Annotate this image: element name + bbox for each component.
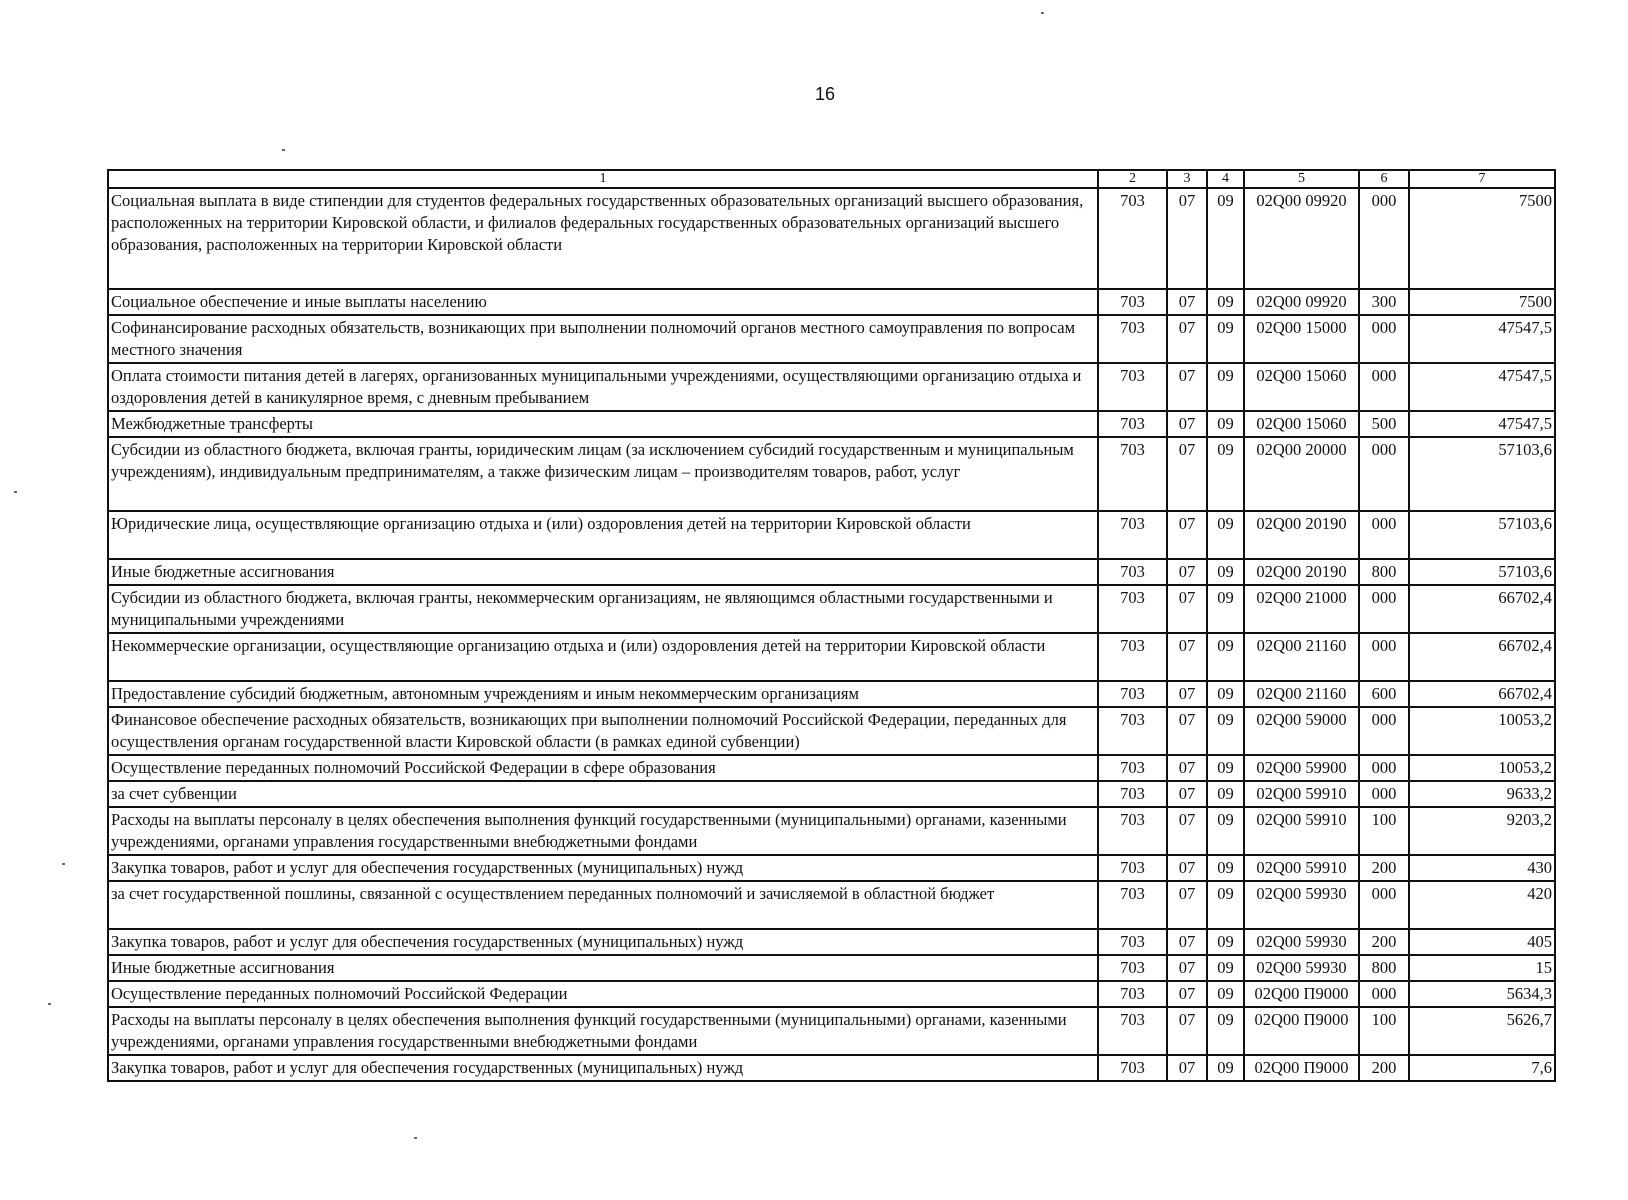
cell-target-article: 02Q00 20000 <box>1244 437 1359 511</box>
cell-target-article: 02Q00 59930 <box>1244 929 1359 955</box>
table-row <box>108 881 1555 929</box>
cell-admin-code: 703 <box>1098 807 1167 855</box>
cell-amount: 7,6 <box>1409 1055 1555 1081</box>
table-row <box>108 855 1555 881</box>
cell-admin-code: 703 <box>1098 681 1167 707</box>
cell-section: 07 <box>1167 1007 1207 1055</box>
header-col-2: 2 <box>1098 170 1167 188</box>
cell-subsection: 09 <box>1207 681 1244 707</box>
cell-target-article: 02Q00 21000 <box>1244 585 1359 633</box>
table-row <box>108 981 1555 1007</box>
cell-section: 07 <box>1167 981 1207 1007</box>
cell-amount: 66702,4 <box>1409 585 1555 633</box>
cell-amount: 47547,5 <box>1409 315 1555 363</box>
cell-subsection: 09 <box>1207 437 1244 511</box>
header-col-5: 5 <box>1244 170 1359 188</box>
cell-subsection: 09 <box>1207 363 1244 411</box>
scan-speck <box>48 1003 51 1005</box>
cell-section: 07 <box>1167 929 1207 955</box>
cell-section: 07 <box>1167 955 1207 981</box>
cell-expense-type: 000 <box>1359 881 1409 929</box>
cell-target-article: 02Q00 20190 <box>1244 511 1359 559</box>
cell-admin-code: 703 <box>1098 363 1167 411</box>
header-col-6: 6 <box>1359 170 1409 188</box>
cell-target-article: 02Q00 59910 <box>1244 781 1359 807</box>
cell-subsection: 09 <box>1207 929 1244 955</box>
cell-amount: 405 <box>1409 929 1555 955</box>
cell-target-article: 02Q00 21160 <box>1244 633 1359 681</box>
cell-expense-type: 000 <box>1359 633 1409 681</box>
cell-subsection: 09 <box>1207 315 1244 363</box>
cell-admin-code: 703 <box>1098 707 1167 755</box>
cell-amount: 9203,2 <box>1409 807 1555 855</box>
cell-amount: 57103,6 <box>1409 511 1555 559</box>
table-row <box>108 929 1555 955</box>
cell-target-article: 02Q00 59930 <box>1244 955 1359 981</box>
cell-admin-code: 703 <box>1098 981 1167 1007</box>
cell-target-article: 02Q00 15060 <box>1244 411 1359 437</box>
cell-expense-type: 000 <box>1359 755 1409 781</box>
cell-item-name: за счет субвенции <box>108 781 1098 807</box>
cell-section: 07 <box>1167 585 1207 633</box>
cell-amount: 66702,4 <box>1409 633 1555 681</box>
table-row <box>108 559 1555 585</box>
table-row <box>108 1007 1555 1055</box>
cell-item-name: Иные бюджетные ассигнования <box>108 559 1098 585</box>
cell-target-article: 02Q00 59900 <box>1244 755 1359 781</box>
cell-expense-type: 200 <box>1359 1055 1409 1081</box>
cell-expense-type: 100 <box>1359 1007 1409 1055</box>
cell-item-name: Закупка товаров, работ и услуг для обеспечения государственных (муниципальных) нужд <box>108 929 1098 955</box>
table-row <box>108 437 1555 511</box>
cell-item-name: Оплата стоимости питания детей в лагерях, организованных муниципальными учреждениями, осуществляющими организацию отдыха и оздоровления детей в каникулярное время, с дневным пребыванием <box>108 363 1098 411</box>
cell-target-article: 02Q00 09920 <box>1244 289 1359 315</box>
table-row <box>108 188 1555 289</box>
cell-expense-type: 500 <box>1359 411 1409 437</box>
cell-expense-type: 000 <box>1359 363 1409 411</box>
cell-item-name: Субсидии из областного бюджета, включая гранты, юридическим лицам (за исключением субсидий государственным и муниципальным учреждениям), индивидуальным предпринимателям, а также физическим лицам – производителям товаров, работ, услуг <box>108 437 1098 511</box>
header-col-7: 7 <box>1409 170 1555 188</box>
cell-admin-code: 703 <box>1098 585 1167 633</box>
cell-target-article: 02Q00 20190 <box>1244 559 1359 585</box>
cell-section: 07 <box>1167 437 1207 511</box>
cell-item-name: Закупка товаров, работ и услуг для обеспечения государственных (муниципальных) нужд <box>108 855 1098 881</box>
cell-item-name: Закупка товаров, работ и услуг для обеспечения государственных (муниципальных) нужд <box>108 1055 1098 1081</box>
cell-expense-type: 300 <box>1359 289 1409 315</box>
scan-speck <box>282 149 285 151</box>
cell-amount: 420 <box>1409 881 1555 929</box>
cell-admin-code: 703 <box>1098 1007 1167 1055</box>
header-col-3: 3 <box>1167 170 1207 188</box>
cell-section: 07 <box>1167 755 1207 781</box>
cell-amount: 5626,7 <box>1409 1007 1555 1055</box>
cell-subsection: 09 <box>1207 1055 1244 1081</box>
cell-admin-code: 703 <box>1098 1055 1167 1081</box>
cell-subsection: 09 <box>1207 955 1244 981</box>
cell-amount: 10053,2 <box>1409 755 1555 781</box>
cell-section: 07 <box>1167 315 1207 363</box>
cell-expense-type: 000 <box>1359 981 1409 1007</box>
cell-target-article: 02Q00 21160 <box>1244 681 1359 707</box>
cell-amount: 7500 <box>1409 188 1555 289</box>
cell-subsection: 09 <box>1207 881 1244 929</box>
cell-section: 07 <box>1167 781 1207 807</box>
cell-section: 07 <box>1167 681 1207 707</box>
table-row <box>108 1055 1555 1081</box>
cell-admin-code: 703 <box>1098 633 1167 681</box>
cell-expense-type: 000 <box>1359 511 1409 559</box>
cell-admin-code: 703 <box>1098 955 1167 981</box>
cell-subsection: 09 <box>1207 755 1244 781</box>
cell-subsection: 09 <box>1207 707 1244 755</box>
cell-admin-code: 703 <box>1098 315 1167 363</box>
cell-subsection: 09 <box>1207 855 1244 881</box>
cell-amount: 9633,2 <box>1409 781 1555 807</box>
scan-speck <box>14 491 17 493</box>
cell-item-name: за счет государственной пошлины, связанной с осуществлением переданных полномочий и зачисляемой в областной бюджет <box>108 881 1098 929</box>
cell-item-name: Расходы на выплаты персоналу в целях обеспечения выполнения функций государственными (муниципальными) органами, казенными учреждениями, органами управления государственными внебюджетными фондами <box>108 1007 1098 1055</box>
cell-target-article: 02Q00 59910 <box>1244 807 1359 855</box>
cell-item-name: Расходы на выплаты персоналу в целях обеспечения выполнения функций государственными (муниципальными) органами, казенными учреждениями, органами управления государственными внебюджетными фондами <box>108 807 1098 855</box>
cell-section: 07 <box>1167 411 1207 437</box>
cell-target-article: 02Q00 15000 <box>1244 315 1359 363</box>
cell-item-name: Осуществление переданных полномочий Российской Федерации <box>108 981 1098 1007</box>
cell-subsection: 09 <box>1207 633 1244 681</box>
cell-target-article: 02Q00 59000 <box>1244 707 1359 755</box>
cell-subsection: 09 <box>1207 411 1244 437</box>
cell-admin-code: 703 <box>1098 855 1167 881</box>
table-row <box>108 315 1555 363</box>
cell-item-name: Некоммерческие организации, осуществляющие организацию отдыха и (или) оздоровления детей на территории Кировской области <box>108 633 1098 681</box>
cell-admin-code: 703 <box>1098 511 1167 559</box>
cell-admin-code: 703 <box>1098 881 1167 929</box>
cell-expense-type: 000 <box>1359 315 1409 363</box>
cell-admin-code: 703 <box>1098 755 1167 781</box>
cell-admin-code: 703 <box>1098 188 1167 289</box>
cell-admin-code: 703 <box>1098 411 1167 437</box>
header-col-1: 1 <box>108 170 1098 188</box>
cell-subsection: 09 <box>1207 1007 1244 1055</box>
cell-expense-type: 600 <box>1359 681 1409 707</box>
cell-item-name: Финансовое обеспечение расходных обязательств, возникающих при выполнении полномочий Российской Федерации, переданных для осуществления органам государственной власти Кировской области (в рамках единой субвенции) <box>108 707 1098 755</box>
cell-section: 07 <box>1167 188 1207 289</box>
cell-subsection: 09 <box>1207 981 1244 1007</box>
budget-table <box>107 169 1556 1082</box>
table-row <box>108 511 1555 559</box>
cell-amount: 5634,3 <box>1409 981 1555 1007</box>
cell-expense-type: 000 <box>1359 188 1409 289</box>
page-number: 16 <box>814 84 836 104</box>
table-row <box>108 681 1555 707</box>
cell-expense-type: 000 <box>1359 707 1409 755</box>
cell-subsection: 09 <box>1207 559 1244 585</box>
cell-amount: 47547,5 <box>1409 411 1555 437</box>
table-row <box>108 955 1555 981</box>
table-row <box>108 755 1555 781</box>
cell-section: 07 <box>1167 559 1207 585</box>
table-row <box>108 289 1555 315</box>
cell-section: 07 <box>1167 881 1207 929</box>
cell-subsection: 09 <box>1207 188 1244 289</box>
cell-section: 07 <box>1167 633 1207 681</box>
cell-target-article: 02Q00 59930 <box>1244 881 1359 929</box>
cell-amount: 66702,4 <box>1409 681 1555 707</box>
cell-admin-code: 703 <box>1098 929 1167 955</box>
table-header-row <box>108 170 1555 188</box>
table-row <box>108 807 1555 855</box>
cell-amount: 430 <box>1409 855 1555 881</box>
cell-item-name: Осуществление переданных полномочий Российской Федерации в сфере образования <box>108 755 1098 781</box>
scan-speck <box>62 863 65 865</box>
cell-expense-type: 800 <box>1359 559 1409 585</box>
cell-item-name: Предоставление субсидий бюджетным, автономным учреждениям и иным некоммерческим организациям <box>108 681 1098 707</box>
cell-expense-type: 000 <box>1359 437 1409 511</box>
cell-target-article: 02Q00 П9000 <box>1244 1055 1359 1081</box>
cell-target-article: 02Q00 П9000 <box>1244 1007 1359 1055</box>
cell-section: 07 <box>1167 1055 1207 1081</box>
cell-expense-type: 000 <box>1359 781 1409 807</box>
cell-subsection: 09 <box>1207 585 1244 633</box>
cell-section: 07 <box>1167 511 1207 559</box>
cell-item-name: Межбюджетные трансферты <box>108 411 1098 437</box>
cell-section: 07 <box>1167 707 1207 755</box>
header-col-4: 4 <box>1207 170 1244 188</box>
scan-speck <box>1041 12 1044 14</box>
cell-target-article: 02Q00 15060 <box>1244 363 1359 411</box>
cell-subsection: 09 <box>1207 511 1244 559</box>
table-row <box>108 633 1555 681</box>
cell-target-article: 02Q00 59910 <box>1244 855 1359 881</box>
cell-expense-type: 100 <box>1359 807 1409 855</box>
cell-target-article: 02Q00 09920 <box>1244 188 1359 289</box>
cell-item-name: Юридические лица, осуществляющие организацию отдыха и (или) оздоровления детей на территории Кировской области <box>108 511 1098 559</box>
cell-expense-type: 200 <box>1359 929 1409 955</box>
cell-subsection: 09 <box>1207 781 1244 807</box>
cell-amount: 7500 <box>1409 289 1555 315</box>
table-row <box>108 707 1555 755</box>
cell-item-name: Социальное обеспечение и иные выплаты населению <box>108 289 1098 315</box>
scan-speck <box>414 1137 417 1139</box>
cell-target-article: 02Q00 П9000 <box>1244 981 1359 1007</box>
cell-section: 07 <box>1167 855 1207 881</box>
table-row <box>108 585 1555 633</box>
table-row <box>108 781 1555 807</box>
cell-expense-type: 800 <box>1359 955 1409 981</box>
cell-item-name: Софинансирование расходных обязательств, возникающих при выполнении полномочий органов местного самоуправления по вопросам местного значения <box>108 315 1098 363</box>
cell-expense-type: 200 <box>1359 855 1409 881</box>
cell-item-name: Социальная выплата в виде стипендии для студентов федеральных государственных образовательных организаций высшего образования, расположенных на территории Кировской области, и филиалов федеральных государственных образовательных организаций высшего образования, расположенных на территории Кировской области <box>108 188 1098 289</box>
cell-section: 07 <box>1167 289 1207 315</box>
cell-section: 07 <box>1167 363 1207 411</box>
cell-admin-code: 703 <box>1098 437 1167 511</box>
cell-subsection: 09 <box>1207 289 1244 315</box>
cell-amount: 10053,2 <box>1409 707 1555 755</box>
cell-item-name: Иные бюджетные ассигнования <box>108 955 1098 981</box>
cell-item-name: Субсидии из областного бюджета, включая гранты, некоммерческим организациям, не являющимся областными государственными и муниципальными учреждениями <box>108 585 1098 633</box>
cell-amount: 57103,6 <box>1409 559 1555 585</box>
cell-admin-code: 703 <box>1098 559 1167 585</box>
cell-admin-code: 703 <box>1098 781 1167 807</box>
cell-section: 07 <box>1167 807 1207 855</box>
cell-amount: 15 <box>1409 955 1555 981</box>
cell-expense-type: 000 <box>1359 585 1409 633</box>
cell-amount: 57103,6 <box>1409 437 1555 511</box>
cell-admin-code: 703 <box>1098 289 1167 315</box>
table-row <box>108 411 1555 437</box>
table-row <box>108 363 1555 411</box>
cell-subsection: 09 <box>1207 807 1244 855</box>
cell-amount: 47547,5 <box>1409 363 1555 411</box>
